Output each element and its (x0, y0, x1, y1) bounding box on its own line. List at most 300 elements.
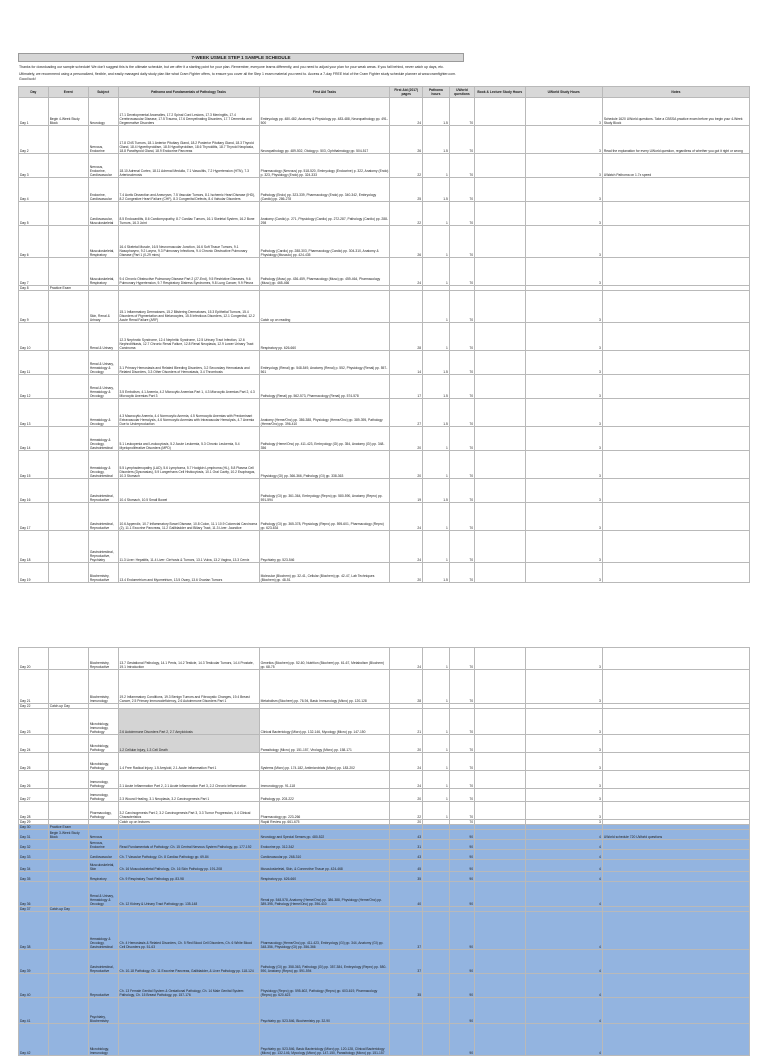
uworld-questions-cell: 70 (449, 789, 474, 802)
pathoma-hours-cell: 1.5 (423, 375, 450, 399)
pathoma-task-cell: 10.4 Stomach, 10.5 Small Bowel (118, 479, 259, 503)
study-hours-cell (475, 479, 526, 503)
uworld-hours-cell: 4 (525, 912, 602, 950)
pathoma-task-cell: Ch. 4 Hemostasis & Related Disorders, Ch. 5 Red Blood Cell Disorders, Ch. 6 White Blood Cell Disorders pp. 51-63 (118, 912, 259, 950)
notes-cell (602, 998, 749, 1024)
first-aid-pages-cell: 25 (390, 178, 423, 202)
day-cell: Day 35 (19, 872, 49, 882)
event-cell (48, 771, 88, 789)
pathoma-task-cell: 3.1 Primary Hemostasis and Related Bleeding Disorders, 3.2 Secondary Hemostasis and Related Disorders, 3.3 Other Disorders of Hemostasis, 3.4 Thrombosis (118, 351, 259, 375)
subject-cell: Hematology & Oncology, Gastrointestinal (88, 427, 118, 451)
first-aid-task-cell: Psychiatry pp. 523-546 (259, 531, 390, 563)
study-hours-cell (475, 648, 526, 670)
notes-cell (602, 840, 749, 850)
pathoma-task-cell: 18.10 Adrenal Cortex, 18.11 Adrenal Medulla, 7.1 Vasculitis, 7.2 Hypertension (HTN), 7.3 Arteriosclerosis (118, 154, 259, 178)
pathoma-hours-cell: 1 (423, 531, 450, 563)
schedule-row (19, 709, 750, 735)
subject-cell: Psychiatry, Biochemistry (88, 998, 118, 1024)
uworld-hours-cell: 3 (525, 451, 602, 479)
schedule-row (19, 670, 750, 704)
uworld-questions-cell: 90 (449, 840, 474, 850)
first-aid-pages-cell: 35 (390, 872, 423, 882)
day-cell: Day 39 (19, 950, 49, 974)
uworld-hours-cell: 4 (525, 1024, 602, 1056)
pathoma-task-cell: 2.3 Wound Healing, 3.1 Neoplasia, 3.2 Carcinogenesis Part 1 (118, 789, 259, 802)
day-cell: Day 27 (19, 789, 49, 802)
pathoma-task-cell: 9.4 Chronic Obstructive Pulmonary Disease Part 2 (27-End), 9.5 Restrictive Diseases, 9.6 Pulmonary Hypertension, 9.7 Respiratory Distress Syndromes, 9.8 Lung Cancer, 9.9 Pleura (118, 258, 259, 286)
schedule-title: 7-WEEK USMLE STEP 1 SAMPLE SCHEDULE (18, 53, 464, 62)
first-aid-task-cell: Musculoskeletal, Skin, & Connective Tissue pp. 424-468 (259, 860, 390, 872)
schedule-row (19, 802, 750, 820)
schedule-row (19, 735, 750, 753)
first-aid-task-cell: Pathology (GI) pp. 358-363, Pathology (GI) pp. 357-384, Embryology (Repro) pp. 580-590, Anatomy (Repro) pp. 591-594 (259, 950, 390, 974)
first-aid-pages-cell: 43 (390, 830, 423, 840)
notes-cell (602, 753, 749, 771)
pathoma-task-cell: Ch. 12 Kidney & Urinary Tract Pathology pp. 135-148 (118, 882, 259, 907)
pathoma-hours-cell (423, 872, 450, 882)
first-aid-pages-cell: 22 (390, 802, 423, 820)
event-cell: Practice Exam (48, 825, 88, 830)
first-aid-pages-cell: 20 (390, 563, 423, 583)
first-aid-task-cell: Psychiatry pp. 523-546, Biochemistry pp. 32-90 (259, 998, 390, 1024)
first-aid-pages-cell: 17 (390, 375, 423, 399)
uworld-questions-cell: 90 (449, 872, 474, 882)
day-cell: Day 30 (19, 825, 49, 830)
schedule-row (19, 882, 750, 907)
pathoma-task-cell: Ch. 9 Respiratory Tract Pathology pp. 83-98 (118, 872, 259, 882)
study-hours-cell (475, 860, 526, 872)
pathoma-hours-cell: 1 (423, 802, 450, 820)
subject-cell: Microbiology, Pathology (88, 735, 118, 753)
notes-cell (602, 202, 749, 226)
event-cell: Begin 3-Week Study Block (48, 830, 88, 840)
pathoma-task-cell: 5.5 Lymphadenopathy (LAD), 5.6 Lymphoma, 5.7 Hodgkin Lymphoma (HL), 5.8 Plasma Cell Disorders (Dyscrasias), 5.9 Langerhans Cell Histiocytosis, 10.1 Oral Cavity, 10.2 Esophagus, 10.3 Stomach (118, 451, 259, 479)
pathoma-task-cell: 2.1 Acute Inflammation Part 2, 2.1 Acute Inflammation Part 3, 2.2 Chronic Inflammation (118, 771, 259, 789)
pathoma-hours-cell: 1.5 (423, 98, 450, 126)
notes-cell: Schedule 1620 UWorld questions. Take a CBSSA practice exam before you begin your 4-Week Study Block (602, 98, 749, 126)
uworld-questions-cell: 70 (449, 531, 474, 563)
study-hours-cell (475, 789, 526, 802)
header-first-aid-tasks: First Aid Tasks (259, 87, 390, 98)
first-aid-pages-cell: 20 (390, 820, 423, 825)
schedule-row (19, 860, 750, 872)
day-cell: Day 24 (19, 735, 49, 753)
event-cell (48, 912, 88, 950)
first-aid-pages-cell: 24 (390, 258, 423, 286)
uworld-hours-cell: 3 (525, 753, 602, 771)
schedule-row (19, 226, 750, 258)
header-pathoma-hours: Pathoma hours (423, 87, 450, 98)
day-cell: Day 29 (19, 820, 49, 825)
notes-cell (602, 323, 749, 351)
subject-cell: Renal & Urinary, Hematology & Oncology (88, 351, 118, 375)
first-aid-pages-cell: 20 (390, 735, 423, 753)
uworld-hours-cell: 3 (525, 323, 602, 351)
pathoma-hours-cell (423, 912, 450, 950)
schedule-row (19, 178, 750, 202)
uworld-questions-cell: 90 (449, 912, 474, 950)
header-uworld-hours: UWorld Study Hours (525, 87, 602, 98)
header-event: Event (48, 87, 88, 98)
subject-cell: Musculoskeletal, Respiratory (88, 226, 118, 258)
first-aid-task-cell: Metabolism (Biochem) pp. 76-94, Basic Immunology (Micro) pp. 120-128 (259, 670, 390, 704)
subject-cell: Musculoskeletal, Skin (88, 860, 118, 872)
pathoma-hours-cell: 1.5 (423, 399, 450, 427)
day-cell: Day 4 (19, 178, 49, 202)
uworld-hours-cell: 3 (525, 126, 602, 154)
event-cell (48, 351, 88, 375)
event-cell (48, 753, 88, 771)
pathoma-hours-cell: 1 (423, 503, 450, 531)
intro-text (18, 62, 464, 86)
first-aid-task-cell: Respiratory pp. 626-660 (259, 872, 390, 882)
event-cell (48, 202, 88, 226)
uworld-questions-cell: 70 (449, 375, 474, 399)
subject-cell: Immunology, Pathology (88, 789, 118, 802)
uworld-questions-cell: 70 (449, 399, 474, 427)
day-cell: Day 26 (19, 771, 49, 789)
event-cell (48, 950, 88, 974)
uworld-questions-cell: 70 (449, 753, 474, 771)
day-cell: Day 31 (19, 830, 49, 840)
study-hours-cell (475, 427, 526, 451)
first-aid-pages-cell: 27 (390, 399, 423, 427)
pathoma-task-cell: 12.3 Nephrotic Syndrome, 12.4 Nephritic Syndrome, 12.5 Urinary Tract Infection, 12.6 Nephrolithiasis, 12.7 Chronic Renal Failure, 12.8 Renal Neoplasia, 12.9 Lower Urinary Tract Carcinoma (118, 323, 259, 351)
schedule-row (19, 771, 750, 789)
uworld-questions-cell: 90 (449, 882, 474, 907)
subject-cell: Hematology & Oncology (88, 399, 118, 427)
study-hours-cell (475, 872, 526, 882)
uworld-hours-cell: 3 (525, 351, 602, 375)
uworld-questions-cell: 70 (449, 258, 474, 286)
first-aid-pages-cell (390, 291, 423, 323)
event-cell (48, 427, 88, 451)
first-aid-pages-cell: 31 (390, 840, 423, 850)
schedule-row (19, 427, 750, 451)
pathoma-task-cell: Catch up on lectures (118, 820, 259, 825)
schedule-row (19, 399, 750, 427)
first-aid-task-cell: Respiratory pp. 626-660 (259, 323, 390, 351)
uworld-questions-cell: 70 (449, 226, 474, 258)
uworld-hours-cell: 3 (525, 98, 602, 126)
day-cell: Day 11 (19, 351, 49, 375)
pathoma-hours-cell (423, 950, 450, 974)
study-hours-cell (475, 830, 526, 840)
pathoma-hours-cell: 1.5 (423, 126, 450, 154)
subject-cell: Microbiology, Immunology (88, 1024, 118, 1056)
first-aid-task-cell: Immunology pp. 91-118 (259, 771, 390, 789)
notes-cell (602, 974, 749, 998)
schedule-page-1 (18, 53, 750, 583)
study-hours-cell (475, 258, 526, 286)
uworld-questions-cell: 70 (449, 735, 474, 753)
first-aid-pages-cell: 35 (390, 974, 423, 998)
uworld-questions-cell: 90 (449, 950, 474, 974)
uworld-hours-cell: 4 (525, 998, 602, 1024)
uworld-questions-cell: 70 (449, 323, 474, 351)
event-cell (48, 648, 88, 670)
study-hours-cell (475, 351, 526, 375)
day-cell: Day 37 (19, 907, 49, 912)
event-cell (48, 860, 88, 872)
study-hours-cell (475, 375, 526, 399)
notes-cell (602, 258, 749, 286)
notes-cell (602, 735, 749, 753)
uworld-hours-cell: 3 (525, 563, 602, 583)
event-cell: Catch-up Day (48, 704, 88, 709)
pathoma-hours-cell: 1 (423, 291, 450, 323)
notes-cell (602, 860, 749, 872)
event-cell (48, 126, 88, 154)
schedule-row (19, 479, 750, 503)
pathoma-task-cell: 15.1 Inflammatory Dermatoses, 15.2 Blistering Dermatoses, 15.3 Epithelial Tumors, 15.4 Disorders of Pigmentation and Melanocytes, 15.5 Infectious Disorders, 12.1 Congenital, 12.2 Acute Renal Failure (ARF) (118, 291, 259, 323)
event-cell (48, 974, 88, 998)
pathoma-task-cell (118, 1024, 259, 1056)
first-aid-pages-cell: 24 (390, 503, 423, 531)
pathoma-hours-cell (423, 1024, 450, 1056)
subject-cell: Immunology, Pathology (88, 771, 118, 789)
first-aid-pages-cell: 45 (390, 860, 423, 872)
day-cell: Day 32 (19, 840, 49, 850)
day-cell: Day 36 (19, 882, 49, 907)
uworld-questions-cell: 70 (449, 820, 474, 825)
pathoma-task-cell: 3.2 Carcinogenesis Part 2, 3.2 Carcinogenesis Part 3, 3.3 Tumor Progression, 3.4 Clinical Characteristics (118, 802, 259, 820)
notes-cell (602, 226, 749, 258)
pathoma-task-cell: Read Fundamentals of Pathology: Ch. 15 Central Nervous System Pathology, pp. 177-192 (118, 840, 259, 850)
first-aid-pages-cell: 22 (390, 154, 423, 178)
day-cell: Day 20 (19, 648, 49, 670)
schedule-row (19, 503, 750, 531)
subject-cell: Endocrine, Cardiovascular (88, 178, 118, 202)
schedule-row (19, 912, 750, 950)
pathoma-task-cell: 13.7 Gestational Pathology, 14.1 Penis, 14.2 Testicle, 14.3 Testicular Tumors, 14.4 Prostate, 19.1 Introduction (118, 648, 259, 670)
pathoma-task-cell: 1.4 Free Radical Injury, 1.5 Amyloid, 2.1 Acute Inflammation Part 1 (118, 753, 259, 771)
uworld-questions-cell: 90 (449, 830, 474, 840)
pathoma-task-cell: 3.5 Embolism, 4.1 Anemia, 4.2 Microcytic Anemias Part 1, 4.3 Microcytic Anemias Part 2, 4.3 Microcytic Anemias Part 3 (118, 375, 259, 399)
schedule-row (19, 375, 750, 399)
pathoma-hours-cell (423, 882, 450, 907)
study-hours-cell (475, 974, 526, 998)
subject-cell: Nervous (88, 830, 118, 840)
first-aid-pages-cell: 19 (390, 479, 423, 503)
schedule-row (19, 1024, 750, 1056)
day-cell: Day 13 (19, 399, 49, 427)
notes-cell (602, 789, 749, 802)
event-cell (48, 789, 88, 802)
schedule-row (19, 753, 750, 771)
uworld-hours-cell: 3 (525, 202, 602, 226)
event-cell (48, 154, 88, 178)
event-cell (48, 451, 88, 479)
uworld-questions-cell: 90 (449, 974, 474, 998)
day-cell: Day 10 (19, 323, 49, 351)
first-aid-task-cell: Pathology (Heme/Onc) pp. 411-423, Embryology (GI) pp. 354, Anatomy (GI) pp. 348-356 (259, 427, 390, 451)
day-cell: Day 15 (19, 451, 49, 479)
pathoma-task-cell (118, 830, 259, 840)
subject-cell: Nervous, Endocrine, Cardiovascular (88, 154, 118, 178)
notes-cell (602, 563, 749, 583)
event-cell (48, 1024, 88, 1056)
notes-cell (602, 950, 749, 974)
schedule-row (19, 850, 750, 860)
first-aid-task-cell: Physiology (Repro) pp. 595-602, Pathology (Repro) pp. 603-619, Pharmacology (Repro) pp. 620-623 (259, 974, 390, 998)
uworld-questions-cell: 70 (449, 648, 474, 670)
study-hours-cell (475, 399, 526, 427)
notes-cell: Read the explanation for every UWorld question, regardless of whether you got it right or wrong (602, 126, 749, 154)
pathoma-task-cell: 11.3 Liver: Hepatitis, 11.4 Liver: Cirrhosis & Tumors, 13.1 Vulva, 13.2 Vagina, 13.3 Cervix (118, 531, 259, 563)
pathoma-task-cell: Ch. 7 Vascular Pathology, Ch. 8 Cardiac Pathology pp. 69-84 (118, 850, 259, 860)
event-cell (48, 178, 88, 202)
first-aid-task-cell: Pathology (GI) pp. 365-378, Physiology (Repro) pp. 595-601, Pharmacology (Repro) pp. 623-634 (259, 503, 390, 531)
first-aid-task-cell: Pathology pp. 203-222 (259, 789, 390, 802)
first-aid-task-cell: Molecular (Biochem) pp. 32-41, Cellular (Biochem) pp. 42-47, Lab Techniques (Biochem) pp. 48-51 (259, 563, 390, 583)
schedule-row (19, 998, 750, 1024)
study-hours-cell (475, 226, 526, 258)
pathoma-hours-cell: 1 (423, 202, 450, 226)
schedule-row (19, 563, 750, 583)
first-aid-pages-cell (390, 998, 423, 1024)
study-hours-cell (475, 126, 526, 154)
event-cell (48, 840, 88, 850)
study-hours-cell (475, 563, 526, 583)
schedule-page-2 (18, 647, 750, 1056)
pathoma-hours-cell (423, 840, 450, 850)
first-aid-pages-cell: 20 (390, 451, 423, 479)
uworld-questions-cell: 90 (449, 998, 474, 1024)
pathoma-hours-cell: 1 (423, 709, 450, 735)
pathoma-hours-cell: 1 (423, 735, 450, 753)
study-hours-cell (475, 802, 526, 820)
first-aid-pages-cell: 37 (390, 950, 423, 974)
first-aid-task-cell: Pharmacology (Nervous) pp. 518-520, Embryology (Endocrine) p. 322, Anatomy (Endo) p. 323, Physiology (Endo) pp. 324-333 (259, 154, 390, 178)
schedule-row (19, 648, 750, 670)
pathoma-hours-cell: 1.5 (423, 479, 450, 503)
day-cell: Day 16 (19, 479, 49, 503)
subject-cell: Renal & Urinary, Hematology & Oncology (88, 882, 118, 907)
pathoma-task-cell: 2.6 Autoimmune Disorders Part 2, 2.7 Amyloidosis (118, 709, 259, 735)
notes-cell (602, 399, 749, 427)
notes-cell (602, 351, 749, 375)
first-aid-pages-cell: 24 (390, 98, 423, 126)
first-aid-task-cell: Pathology (Cardio) pp. 288-303, Pharmacology (Cardio) pp. 304-310, Anatomy & Physiology (Musculo) pp. 424-435 (259, 226, 390, 258)
notes-cell (602, 882, 749, 907)
uworld-questions-cell: 70 (449, 98, 474, 126)
schedule-row (19, 291, 750, 323)
first-aid-task-cell: Endocrine pp. 312-342 (259, 840, 390, 850)
notes-cell (602, 850, 749, 860)
pathoma-task-cell: Ch. 16 Musculoskeletal Pathology, Ch. 16 Skin Pathology pp. 191-208 (118, 860, 259, 872)
day-cell: Day 28 (19, 802, 49, 820)
uworld-hours-cell: 3 (525, 802, 602, 820)
first-aid-task-cell: Pharmacology (Heme/Onc) pp. 411-423, Embryology (GI) pp. 344, Anatomy (GI) pp. 348-356, Physiology (GI) pp. 356-366 (259, 912, 390, 950)
notes-cell (602, 802, 749, 820)
notes-cell (602, 531, 749, 563)
notes-cell (602, 872, 749, 882)
pathoma-task-cell: 17.8 CNS Tumors, 18.1 Anterior Pituitary Gland, 18.2 Posterior Pituitary Gland, 18.3 Thyroid Gland, 18.4 Hyperthyroidism, 18.5 Hypothyroidism, 18.6 Thyroiditis, 18.7 Thyroid Neoplasia, 18.8 Parathyroid Gland, 18.9 Endocrine Pancreas (118, 126, 259, 154)
subject-cell: Musculoskeletal, Respiratory (88, 258, 118, 286)
header-pathoma-tasks: Pathoma and Fundamentals of Pathology Tasks (118, 87, 259, 98)
uworld-hours-cell: 3 (525, 399, 602, 427)
pathoma-hours-cell (423, 830, 450, 840)
pathoma-task-cell: 10.6 Appendix, 10.7 Inflammatory Bowel Disease, 10.8 Colon, 11.1 10.9 Colorectal Carcinoma (2), 11.1 Exocrine Pancreas, 11.2 Gallbladder and Biliary Tract, 11.3 Liver: Jaundice (118, 503, 259, 531)
pathoma-task-cell: 8.5 Endocarditis, 8.6 Cardiomyopathy, 8.7 Cardiac Tumors, 16.1 Skeletal System, 16.2 Bone Tumors, 16.3 Joint (118, 202, 259, 226)
first-aid-task-cell: Pathology (Renal) pp. 562-573, Pharmacology (Renal) pp. 574-578 (259, 375, 390, 399)
pathoma-hours-cell: 1 (423, 323, 450, 351)
schedule-row (19, 531, 750, 563)
subject-cell: Biochemistry, Reproductive (88, 648, 118, 670)
uworld-questions-cell: 90 (449, 850, 474, 860)
first-aid-task-cell: Anatomy (Heme/Onc) pp. 386-388, Physiology (Heme/Onc) pp. 389-395, Pathology (Heme/Onc) pp. 396-410 (259, 399, 390, 427)
pathoma-hours-cell (423, 998, 450, 1024)
pathoma-hours-cell (423, 974, 450, 998)
notes-cell (602, 503, 749, 531)
schedule-row (19, 126, 750, 154)
first-aid-task-cell: Pharmacology pp. 223-266 (259, 802, 390, 820)
uworld-hours-cell: 3 (525, 427, 602, 451)
intro-paragraph-1: Thanks for downloading our sample schedule! We don't suggest this is the ultimate schedule, but we offer it a starting point for your plan. Remember, everyone learns differently, and you need to adjust your plan for your weak areas. If you fall behind, never catch up days, etc. (19, 65, 444, 69)
subject-cell: Gastrointestinal, Reproductive (88, 503, 118, 531)
subject-cell: Nervous, Endocrine (88, 840, 118, 850)
uworld-hours-cell: 3 (525, 735, 602, 753)
study-hours-cell (475, 323, 526, 351)
first-aid-task-cell: Renal pp. 548-578, Anatomy (Heme/Onc) pp. 386-388, Physiology (Heme/Onc) pp. 389-395, Pathology (Heme/Onc) pp. 396-410 (259, 882, 390, 907)
study-hours-cell (475, 154, 526, 178)
subject-cell: Renal & Urinary (88, 323, 118, 351)
subject-cell: Hematology & Oncology, Gastrointestinal (88, 451, 118, 479)
header-notes: Notes (602, 87, 749, 98)
pathoma-hours-cell: 1 (423, 648, 450, 670)
first-aid-pages-cell: 22 (390, 202, 423, 226)
schedule-table-2 (18, 647, 750, 1056)
pathoma-task-cell: 7.4 Aortic Dissection and Aneurysm, 7.5 Vascular Tumors, 8.1 Ischemic Heart Disease (IHD), 8.2 Congestive Heart Failure (CHF), 8.3 Congenital Defects, 8.4 Valvular Disorders (118, 178, 259, 202)
first-aid-task-cell: Physiology (GI) pp. 366-366, Pathology (GI) pp. 338-363 (259, 451, 390, 479)
pathoma-task-cell: 16.4 Skeletal Muscle, 16.5 Neuromuscular Junction, 16.6 Soft Tissue Tumors, 9.1 Nasopharynx, 9.2 Larynx, 9.3 Pulmonary Infections, 9.4 Chronic Obstructive Pulmonary Disease (Part 1 (0-29 mins) (118, 226, 259, 258)
uworld-questions-cell: 70 (449, 427, 474, 451)
schedule-row (19, 154, 750, 178)
uworld-hours-cell: 3 (525, 178, 602, 202)
uworld-hours-cell: 3 (525, 670, 602, 704)
pathoma-task-cell: 5.1 Leukopenia and Leukocytosis, 5.2 Acute Leukemia, 5.3 Chronic Leukemia, 5.4 Myeloproliferative Disorders (MPD) (118, 427, 259, 451)
event-cell (48, 226, 88, 258)
schedule-row (19, 323, 750, 351)
event-cell (48, 503, 88, 531)
uworld-questions-cell: 70 (449, 802, 474, 820)
event-cell (48, 563, 88, 583)
uworld-hours-cell: 3 (525, 226, 602, 258)
subject-cell: Gastrointestinal, Reproductive, Psychiatry (88, 531, 118, 563)
notes-cell (602, 427, 749, 451)
first-aid-task-cell: Cardiovascular pp. 268-310 (259, 850, 390, 860)
schedule-body-2 (19, 648, 750, 1056)
study-hours-cell (475, 1024, 526, 1056)
subject-cell: Respiratory (88, 872, 118, 882)
schedule-row (19, 98, 750, 126)
day-cell: Day 2 (19, 126, 49, 154)
subject-cell: Microbiology, Immunology, Pathology (88, 709, 118, 735)
first-aid-pages-cell: 28 (390, 323, 423, 351)
first-aid-pages-cell (390, 1024, 423, 1056)
pathoma-hours-cell: 1 (423, 258, 450, 286)
schedule-row (19, 950, 750, 974)
uworld-hours-cell: 3 (525, 503, 602, 531)
uworld-hours-cell: 3 (525, 789, 602, 802)
uworld-questions-cell: 70 (449, 178, 474, 202)
first-aid-pages-cell: 24 (390, 771, 423, 789)
notes-cell (602, 375, 749, 399)
first-aid-task-cell: Anatomy (Cardio) p. 271, Physiology (Cardio) pp. 272-287, Pathology (Cardio) pp. 288-298 (259, 202, 390, 226)
first-aid-pages-cell: 43 (390, 850, 423, 860)
study-hours-cell (475, 735, 526, 753)
